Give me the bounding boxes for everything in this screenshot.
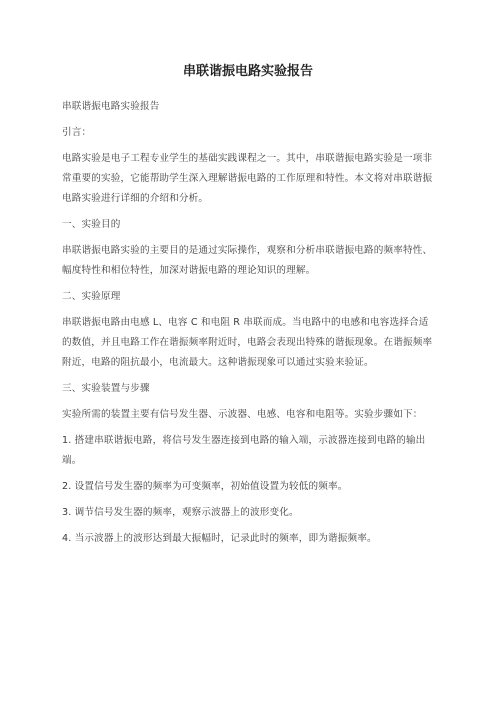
step-item-4: 4. 当示波器上的波形达到最大振幅时，记录此时的频率，即为谐振频率。: [62, 533, 377, 544]
paragraph-intro-heading: 引言：: [62, 127, 92, 138]
document-title: 串联谐振电路实验报告: [182, 64, 313, 79]
paragraph-principle: 串联谐振电路由电感 L、电容 C 和电阻 R 串联而成。当电路中的电感和电容选择合适的数值，并且电路工作在谐振频率附近时，电路会表现出特殊的谐振现象。在谐振频率附近，电路的阻抗最小，电流最大。这种谐振现象可以通过实验来验证。: [62, 317, 433, 368]
section-heading-principle: 二、实验原理: [62, 291, 121, 302]
paragraph-purpose: 串联谐振电路实验的主要目的是通过实际操作，观察和分析串联谐振电路的频率特性、幅度特性和相位特性，加深对谐振电路的理论知识的理解。: [62, 245, 433, 276]
paragraph-subtitle: 串联谐振电路实验报告: [62, 101, 160, 112]
step-item-3: 3. 调节信号发生器的频率，观察示波器上的波形变化。: [62, 507, 299, 518]
paragraph-setup: 实验所需的装置主要有信号发生器、示波器、电感、电容和电阻等。实验步骤如下：: [62, 409, 423, 420]
document-page: [62, 62, 434, 555]
step-item-2: 2. 设置信号发生器的频率为可变频率，初始值设置为较低的频率。: [62, 481, 348, 492]
step-item-1: 1. 搭建串联谐振电路，将信号发生器连接到电路的输入端，示波器连接到电路的输出端。: [62, 435, 426, 466]
section-heading-setup: 三、实验装置与步骤: [62, 383, 150, 394]
paragraph-intro-body: 电路实验是电子工程专业学生的基础实践课程之一。其中，串联谐振电路实验是一项非常重要的实验，它能帮助学生深入理解谐振电路的工作原理和特性。本文将对串联谐振电路实验进行详细的介绍和分析。: [62, 153, 433, 204]
section-heading-purpose: 一、实验目的: [62, 219, 121, 230]
